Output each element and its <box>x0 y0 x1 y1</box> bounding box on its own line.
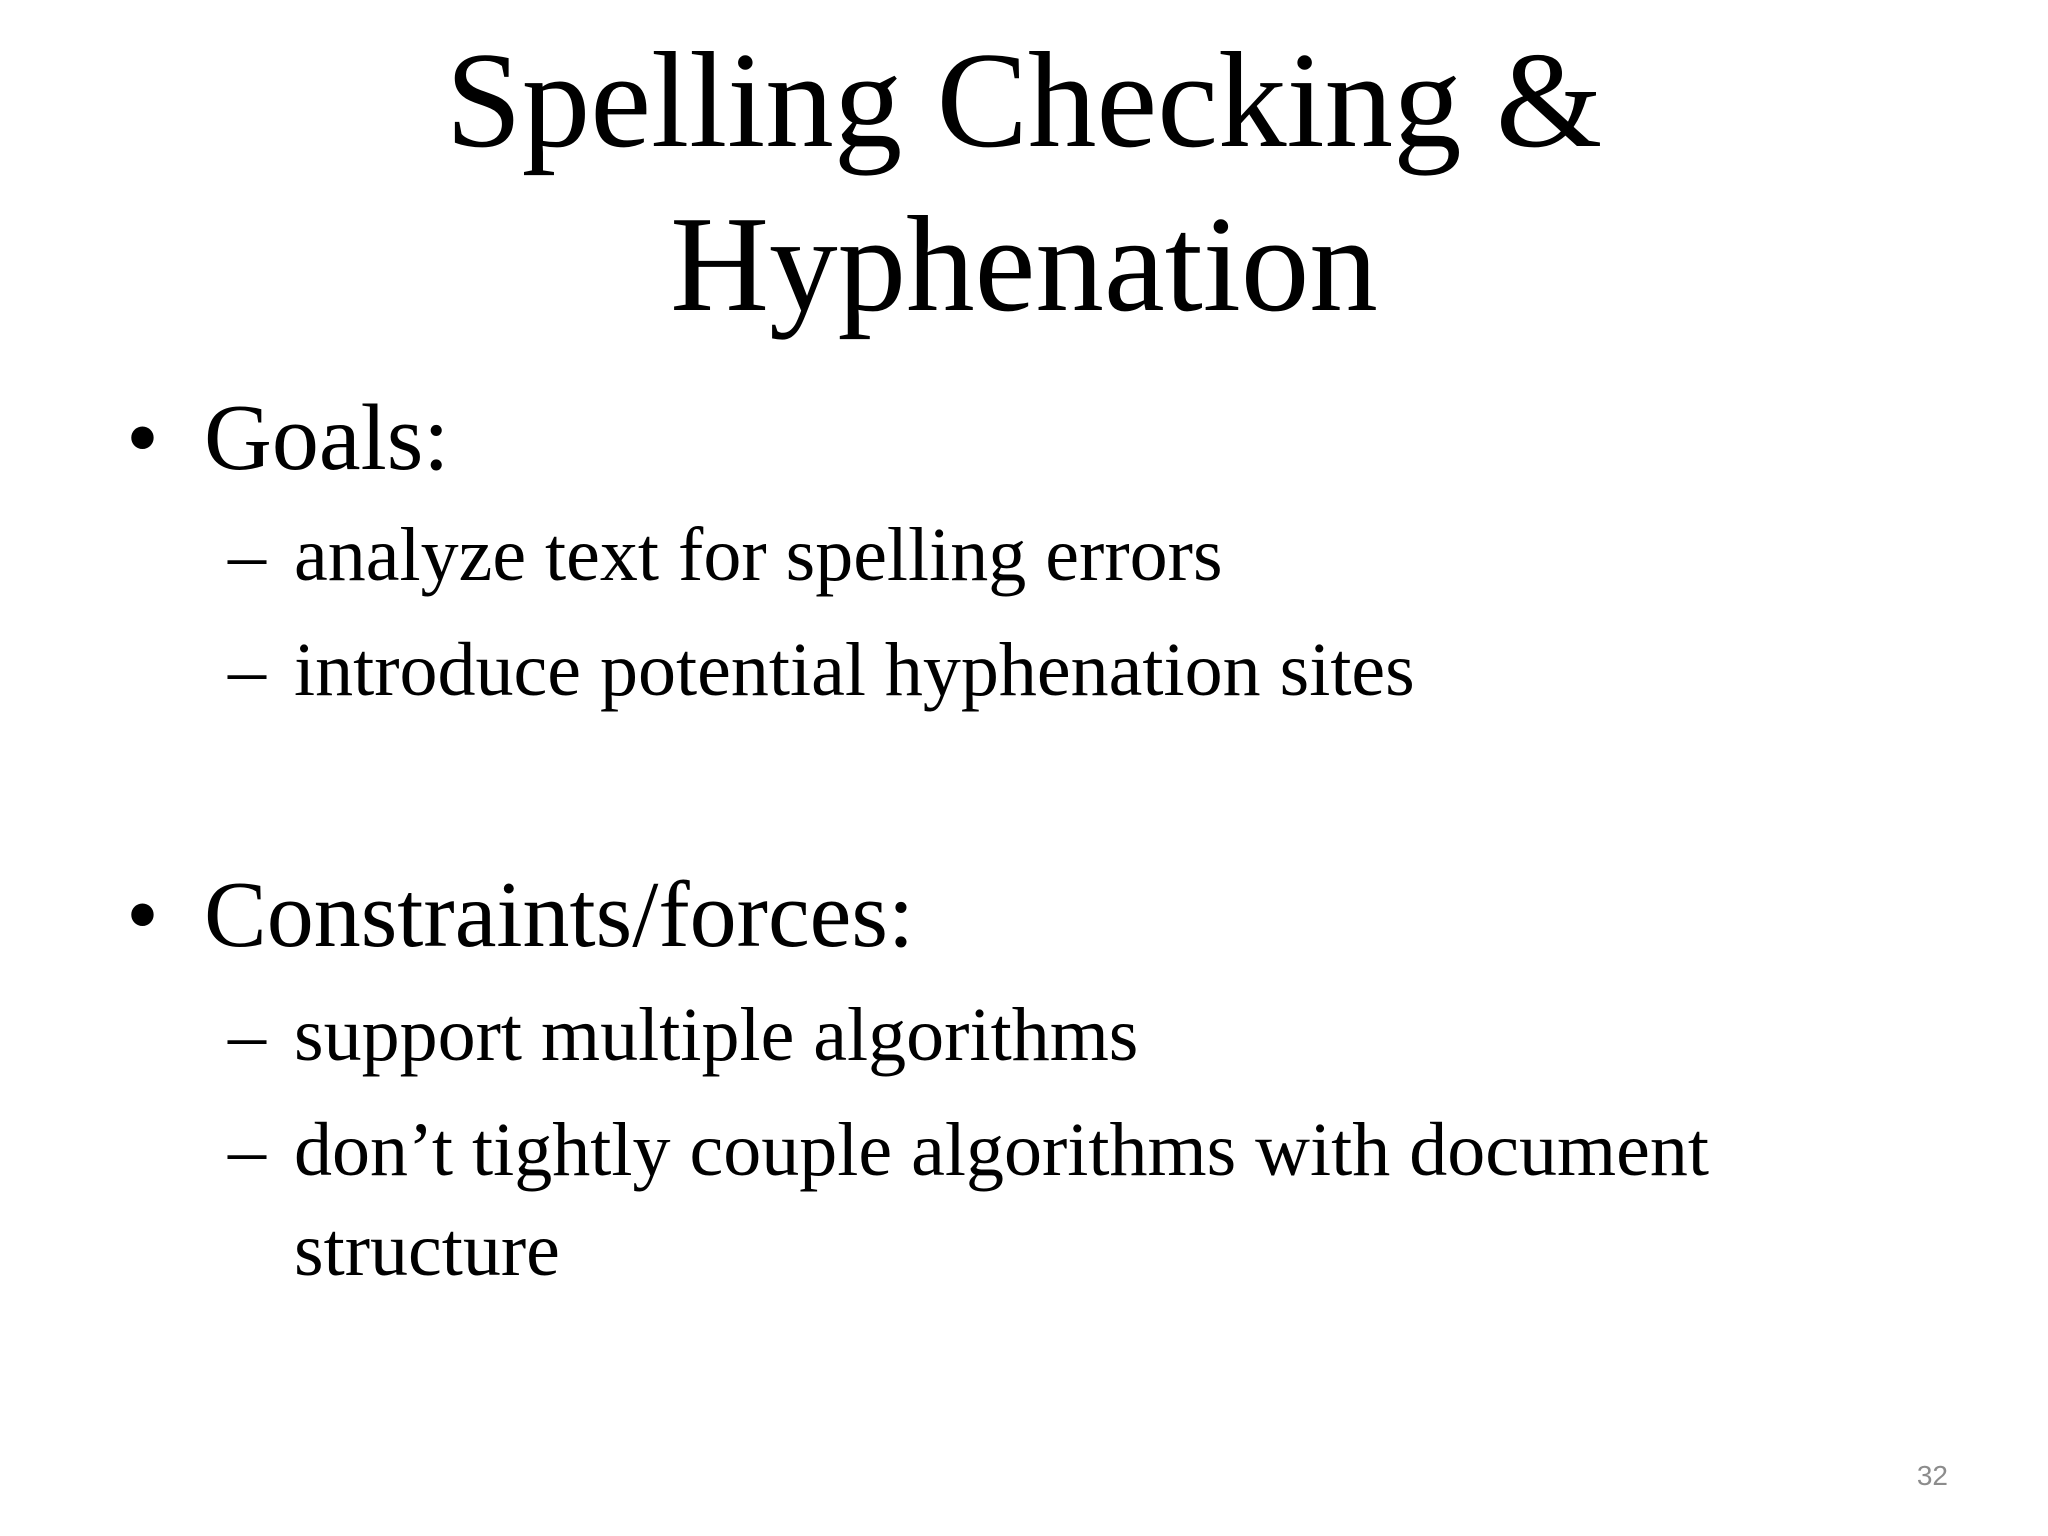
slide-title <box>0 18 2048 346</box>
dash-icon: – <box>228 513 266 597</box>
constraints-item-1-text: support multiple algorithms <box>294 993 1139 1077</box>
bullet-goals <box>126 383 449 493</box>
dash-icon: – <box>228 993 266 1077</box>
goals-item-2-text: introduce potential hyphenation sites <box>294 628 1415 712</box>
page-number: 32 <box>1916 1460 1948 1491</box>
constraints-item-2-continuation: structure <box>294 1208 560 1292</box>
title-line-1: Spelling Checking & <box>445 24 1603 176</box>
dash-icon: – <box>228 628 266 712</box>
goals-item-2 <box>228 620 1415 720</box>
constraints-item-2-text: don’t tightly couple algorithms with document <box>294 1108 1709 1192</box>
bullet-icon: • <box>126 386 159 490</box>
constraints-heading: Constraints/forces: <box>204 863 915 967</box>
goals-item-1-text: analyze text for spelling errors <box>294 513 1223 597</box>
bullet-icon: • <box>126 863 159 967</box>
constraints-item-2 <box>228 1100 1709 1300</box>
bullet-constraints <box>126 860 914 970</box>
title-line-2: Hyphenation <box>670 188 1378 340</box>
constraints-item-1 <box>228 985 1138 1085</box>
goals-item-1 <box>228 505 1223 605</box>
dash-icon: – <box>228 1108 266 1192</box>
goals-heading: Goals: <box>204 386 450 490</box>
